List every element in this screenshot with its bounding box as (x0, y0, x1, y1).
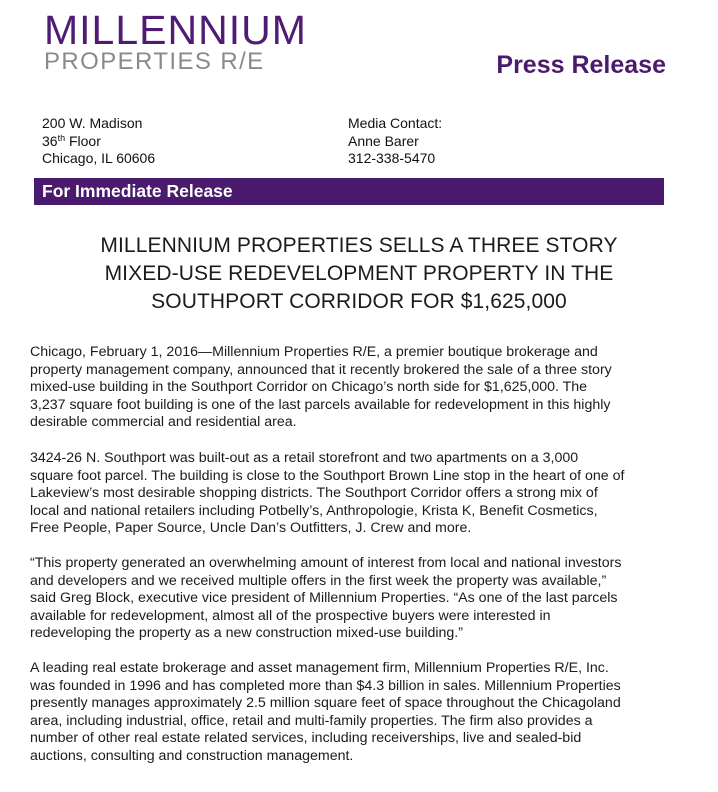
paragraph-line: and developers and we received multiple offers in the first week the property was available,” (30, 572, 607, 589)
paragraph-line: Chicago, February 1, 2016—Millennium Properties R/E, a premier boutique brokerage and (30, 344, 598, 360)
body-paragraph (30, 555, 690, 643)
company-address (42, 115, 155, 168)
headline-line: SOUTHPORT CORRIDOR FOR $1,625,000 (151, 290, 567, 313)
release-banner: For Immediate Release (34, 178, 664, 205)
address-floor (42, 133, 155, 151)
paragraph-line: number of other real estate related services, including receiverships, live and sealed-bid (30, 730, 582, 746)
paragraph-line: local and national retailers including Potbelly’s, Anthropologie, Krista K, Benefit Cosmetics, (30, 502, 598, 519)
media-contact-label: Media Contact: (348, 115, 443, 131)
media-contact (348, 115, 442, 168)
paragraph-line: redeveloping the property as a new construction mixed-use building.” (30, 625, 463, 641)
body-paragraph (30, 450, 690, 538)
paragraph-line: available for redevelopment, almost all of the prospective buyers were interested in (30, 607, 551, 624)
paragraph-line: said Greg Block, executive vice president of Millennium Properties. “As one of the last parcels (30, 590, 618, 606)
logo-wordmark-properties: PROPERTIES R/E (44, 48, 265, 75)
headline-line: MILLENNIUM PROPERTIES SELLS A THREE STORY (100, 234, 618, 257)
paragraph-line: auctions, consulting and construction management. (30, 747, 354, 764)
media-contact-name: Anne Barer (348, 132, 419, 149)
paragraph-line: mixed-use building in the Southport Corridor on Chicago’s north side for $1,625,000. The (30, 379, 588, 395)
floor-word: Floor (65, 132, 101, 149)
paragraph-line: desirable commercial and residential area. (30, 414, 297, 430)
floor-number: 36 (42, 132, 58, 149)
address-city: Chicago, IL 60606 (42, 150, 156, 166)
paragraph-line: Lakeview’s most desirable shopping districts. The Southport Corridor offers a strong mix of (30, 485, 598, 501)
paragraph-line: square foot parcel. The building is close to the Southport Brown Line stop in the heart of one of (30, 467, 625, 484)
body-paragraph (30, 344, 690, 432)
logo-wordmark-millennium: MILLENNIUM (44, 7, 307, 53)
paragraph-line: Free People, Paper Source, Uncle Dan’s Outfitters, J. Crew and more. (30, 520, 472, 536)
paragraph-line: area, including industrial, office, retail and multi-family properties. The firm also provides a (30, 712, 593, 729)
paragraph-line: “This property generated an overwhelming amount of interest from local and national investors (30, 555, 622, 571)
paragraph-line: 3,237 square foot building is one of the last parcels available for redevelopment in this highly (30, 396, 611, 413)
paragraph-line: was founded in 1996 and has completed more than $4.3 billion in sales. Millennium Properties (30, 677, 621, 694)
headline (20, 232, 698, 316)
floor-suffix: th (57, 132, 66, 143)
address-street: 200 W. Madison (42, 115, 143, 131)
media-contact-phone: 312-338-5470 (348, 150, 436, 166)
paragraph-line: A leading real estate brokerage and asset management firm, Millennium Properties R/E, Inc. (30, 660, 609, 676)
press-release-label: Press Release (496, 51, 666, 79)
headline-line: MIXED-USE REDEVELOPMENT PROPERTY IN THE (104, 262, 614, 285)
body-paragraph (30, 660, 690, 765)
paragraph-line: presently manages approximately 2.5 million square feet of space throughout the Chicagoland (30, 695, 621, 711)
paragraph-line: property management company, announced that it recently brokered the sale of a three story (30, 361, 612, 378)
paragraph-line: 3424-26 N. Southport was built-out as a retail storefront and two apartments on a 3,000 (30, 450, 579, 466)
company-logo (44, 7, 307, 75)
